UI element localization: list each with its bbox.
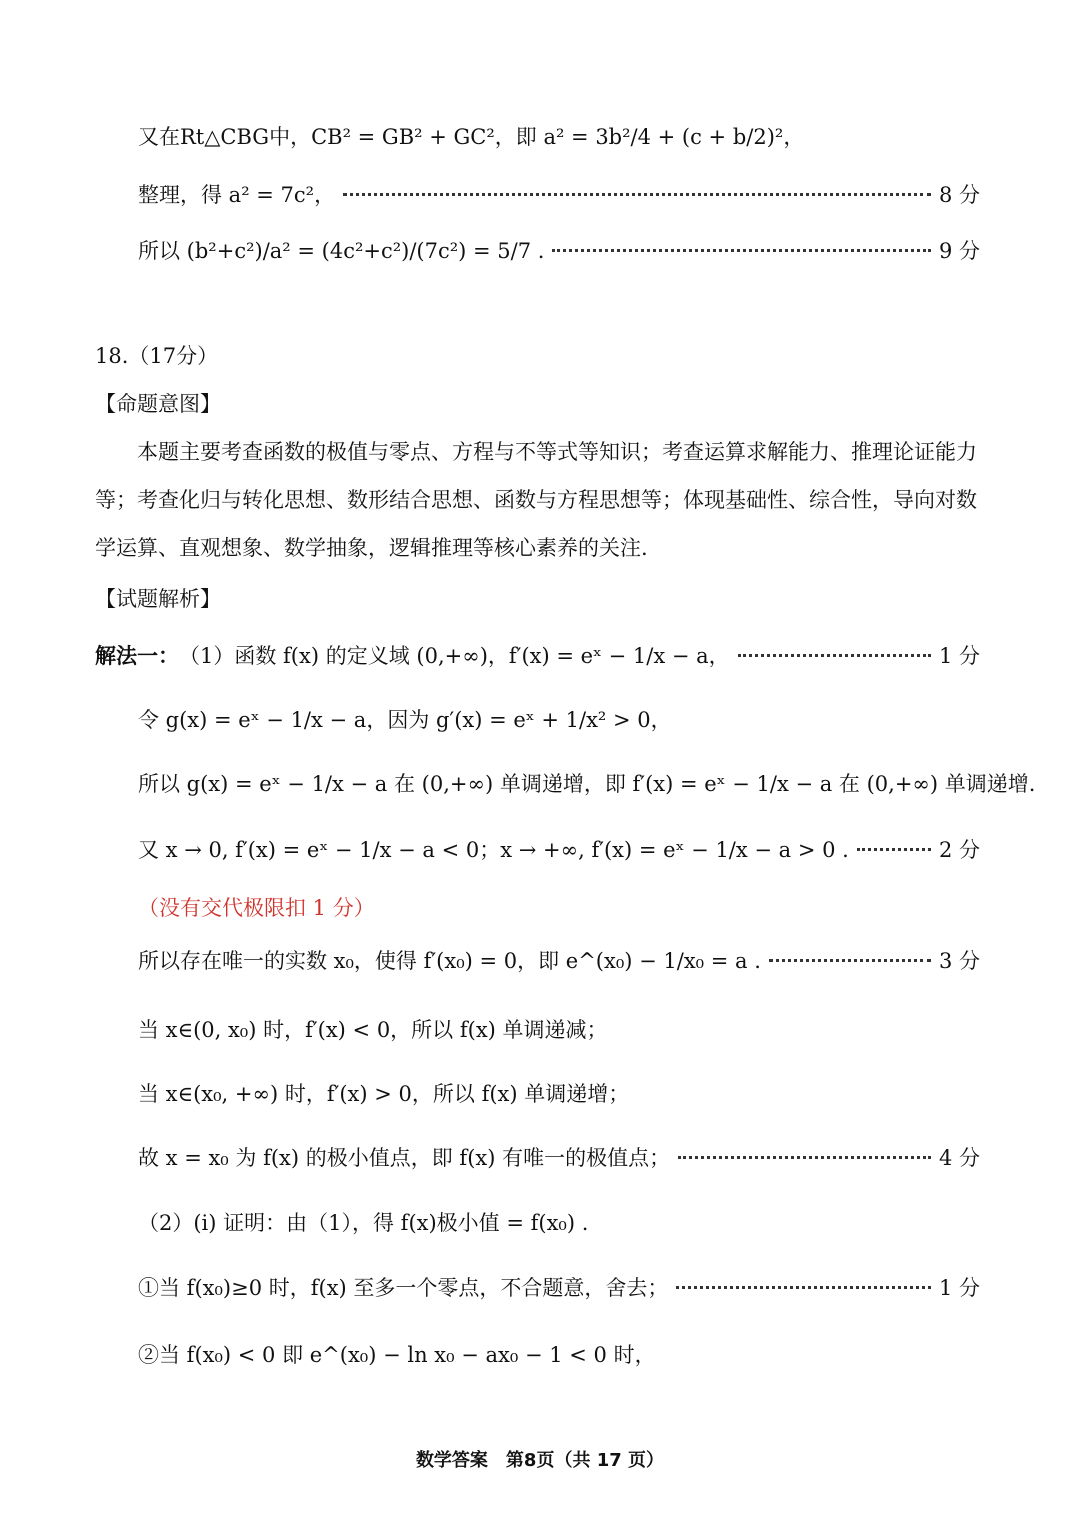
- ratio-text: 所以 (b²+c²)/a² = (4c²+c²)/(7c²) = 5/7 .: [138, 239, 545, 263]
- score-label: 2 分: [938, 838, 980, 862]
- ratio-line: [138, 224, 980, 276]
- solution-step-4: [138, 826, 980, 872]
- solution-step-11: [138, 1336, 656, 1372]
- step-text: 故 x = x₀ 为 f(x) 的极小值点，即 f(x) 有唯一的极值点；: [138, 1146, 671, 1170]
- step-text: 当 x∈(0, x₀) 时，f′(x) < 0，所以 f(x) 单调递减；: [138, 1018, 608, 1042]
- step-text: （2）(i) 证明：由（1），得 f(x)极小值 = f(x₀) .: [138, 1211, 589, 1235]
- step-text: ①当 f(x₀)≥0 时，f(x) 至多一个零点，不合题意，舍去；: [138, 1276, 669, 1300]
- step-text: 所以 g(x) = eˣ − 1/x − a 在 (0,+∞) 单调递增，即 f′(x) = eˣ − 1/x − a 在 (0,+∞) 单调递增.: [138, 772, 1036, 796]
- step-text: ②当 f(x₀) < 0 即 e^(x₀) − ln x₀ − ax₀ − 1 < 0 时，: [138, 1343, 656, 1367]
- solution-step-1: [95, 630, 980, 680]
- analysis-heading: 【试题解析】: [95, 587, 221, 611]
- dot-leader: [552, 249, 930, 252]
- solution-step-10: [138, 1270, 980, 1304]
- step-text: 所以存在唯一的实数 x₀，使得 f′(x₀) = 0，即 e^(x₀) − 1/x₀ = a .: [138, 949, 761, 973]
- dot-leader: [678, 1156, 931, 1159]
- simplify-text: 整理，得 a² = 7c²，: [138, 183, 336, 207]
- deduction-note: [138, 892, 375, 922]
- score-label: 1 分: [938, 1276, 980, 1300]
- step-text: 当 x∈(x₀, +∞) 时，f′(x) > 0，所以 f(x) 单调递增；: [138, 1082, 630, 1106]
- step-text: （1）函数 f(x) 的定义域 (0,+∞)，f′(x) = eˣ − 1/x − a，: [179, 644, 730, 668]
- solution-step-9: [138, 1204, 588, 1240]
- score-label: 1 分: [938, 644, 980, 668]
- dot-leader: [738, 654, 931, 657]
- page-footer: 数学答案 第8页（共 17 页）: [415, 1450, 665, 1471]
- solution-step-3: [138, 760, 1035, 806]
- dot-leader: [857, 848, 931, 851]
- dot-leader: [676, 1286, 931, 1289]
- solution-step-5: [138, 936, 980, 984]
- analysis-title: [95, 583, 221, 613]
- deduction-text: （没有交代极限扣 1 分）: [138, 896, 375, 920]
- rt-triangle-text: 又在Rt△CBG中，CB² = GB² + GC²，即 a² = 3b²/4 + (c + b/2)²，: [138, 125, 805, 149]
- question-header: [95, 340, 218, 370]
- intent-paragraph: 本题主要考查函数的极值与零点、方程与不等式等知识；考查运算求解能力、推理论证能力等；考查化归与转化思想、数形结合思想、函数与方程思想等；体现基础性、综合性，导向对数学运算、直观想象、数学抽象，逻辑推理等核心素养的关注.: [95, 440, 977, 560]
- step-text: 令 g(x) = eˣ − 1/x − a，因为 g′(x) = eˣ + 1/x² > 0，: [138, 708, 672, 732]
- score-label: 8 分: [938, 183, 980, 207]
- score-label: 4 分: [938, 1146, 980, 1170]
- intent-title: [95, 388, 221, 418]
- rt-triangle-line: [138, 108, 804, 164]
- solution-step-8: [138, 1140, 980, 1174]
- solution-step-6: [138, 1012, 608, 1046]
- dot-leader: [343, 193, 931, 196]
- solution-step-2: [138, 696, 672, 742]
- question-number: 18.（17分）: [95, 344, 219, 368]
- simplify-line: [138, 176, 980, 212]
- intent-heading: 【命题意图】: [95, 392, 221, 416]
- score-label: 3 分: [938, 949, 980, 973]
- dot-leader: [769, 959, 931, 962]
- score-label: 9 分: [938, 239, 980, 263]
- method-label: 解法一：: [95, 644, 179, 668]
- solution-step-7: [138, 1076, 629, 1110]
- step-text: 又 x → 0, f′(x) = eˣ − 1/x − a < 0；x → +∞, f′(x) = eˣ − 1/x − a > 0 .: [138, 838, 849, 862]
